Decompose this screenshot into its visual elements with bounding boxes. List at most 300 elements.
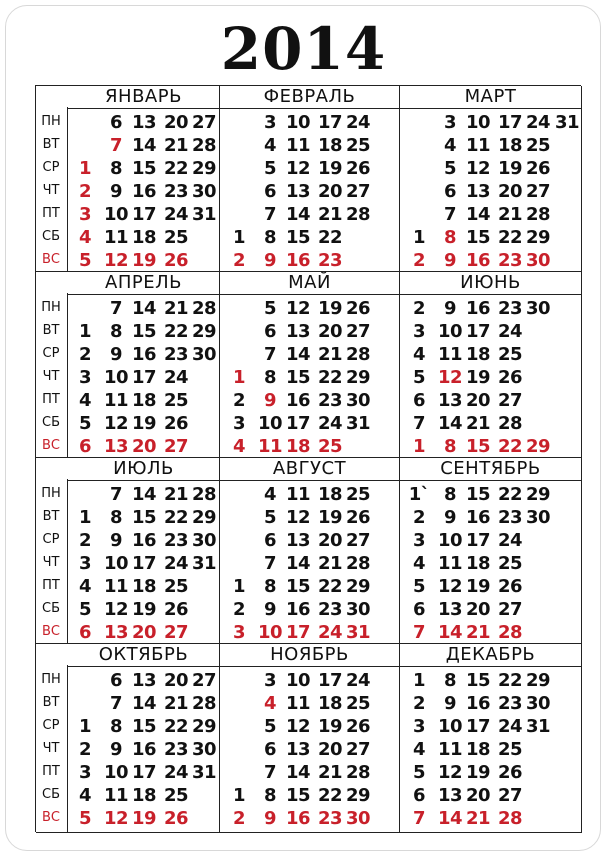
day-number: 15 xyxy=(131,158,157,179)
day-number: 27 xyxy=(163,436,189,457)
day-number: 15 xyxy=(131,321,157,342)
day-number: 21 xyxy=(163,484,189,505)
week-row xyxy=(36,529,219,553)
week-row xyxy=(220,111,399,135)
day-number: 18 xyxy=(317,135,343,156)
weekday-label: СБ xyxy=(42,601,60,616)
weekday-label: ПТ xyxy=(42,392,60,407)
day-number: 26 xyxy=(525,158,551,179)
day-number: 5 xyxy=(412,576,426,597)
day-number: 24 xyxy=(525,112,551,133)
day-number: 17 xyxy=(317,112,343,133)
weekday-label: ЧТ xyxy=(42,741,60,756)
day-number: 22 xyxy=(317,227,343,248)
day-number: 28 xyxy=(497,622,523,643)
day-number: 21 xyxy=(317,344,343,365)
week-row xyxy=(220,366,399,390)
day-number: 29 xyxy=(191,158,217,179)
day-number: 25 xyxy=(317,436,343,457)
day-number: 4 xyxy=(443,135,457,156)
week-row xyxy=(220,621,399,645)
week-row xyxy=(220,761,399,785)
day-number: 20 xyxy=(465,599,491,620)
day-number: 1 xyxy=(412,227,426,248)
month-11 xyxy=(220,644,400,833)
day-number: 11 xyxy=(465,135,491,156)
day-number: 16 xyxy=(131,739,157,760)
day-number: 11 xyxy=(103,390,129,411)
day-number: 18 xyxy=(465,553,491,574)
day-number: 4 xyxy=(263,135,277,156)
day-number: 15 xyxy=(131,716,157,737)
day-number: 12 xyxy=(103,599,129,620)
month-5 xyxy=(220,272,400,458)
day-number: 13 xyxy=(103,436,129,457)
week-row xyxy=(400,111,581,135)
day-number: 22 xyxy=(317,785,343,806)
day-number: 15 xyxy=(465,484,491,505)
day-number: 26 xyxy=(163,599,189,620)
week-row xyxy=(400,529,581,553)
day-number: 17 xyxy=(285,413,311,434)
day-number: 13 xyxy=(131,670,157,691)
day-number: 23 xyxy=(317,599,343,620)
month-name: АВГУСТ xyxy=(220,458,399,481)
week-row xyxy=(220,412,399,436)
day-number: 15 xyxy=(465,670,491,691)
day-number: 1 xyxy=(412,670,426,691)
day-number: 2 xyxy=(78,530,92,551)
week-row xyxy=(400,738,581,762)
day-number: 23 xyxy=(497,507,523,528)
day-number: 14 xyxy=(131,484,157,505)
week-row xyxy=(400,669,581,693)
day-number: 24 xyxy=(163,204,189,225)
day-number: 7 xyxy=(109,135,123,156)
day-number: 30 xyxy=(191,739,217,760)
day-number: 17 xyxy=(465,716,491,737)
day-number: 27 xyxy=(497,785,523,806)
day-number: 23 xyxy=(163,181,189,202)
day-number: 10 xyxy=(437,530,463,551)
week-row xyxy=(36,738,219,762)
day-number: 20 xyxy=(163,112,189,133)
day-number: 21 xyxy=(465,413,491,434)
day-number: 24 xyxy=(497,716,523,737)
week-row xyxy=(400,435,581,459)
week-row xyxy=(36,621,219,645)
day-number: 28 xyxy=(191,693,217,714)
week-row xyxy=(36,389,219,413)
day-number: 23 xyxy=(163,344,189,365)
day-number: 3 xyxy=(78,204,92,225)
day-number: 25 xyxy=(163,227,189,248)
month-6 xyxy=(400,272,582,458)
week-row xyxy=(400,692,581,716)
day-number: 6 xyxy=(263,181,277,202)
day-number: 21 xyxy=(317,762,343,783)
day-number: 14 xyxy=(285,204,311,225)
day-number: 10 xyxy=(257,622,283,643)
day-number: 23 xyxy=(163,530,189,551)
day-number: 17 xyxy=(131,553,157,574)
day-number: 9 xyxy=(443,507,457,528)
day-number: 5 xyxy=(412,762,426,783)
day-number: 10 xyxy=(103,204,129,225)
weekday-label: ЧТ xyxy=(42,183,60,198)
day-number: 19 xyxy=(317,507,343,528)
day-number: 28 xyxy=(497,413,523,434)
day-number: 4 xyxy=(263,484,277,505)
week-row xyxy=(220,575,399,599)
year-title: 2014 xyxy=(220,15,387,83)
week-row xyxy=(220,552,399,576)
day-number: 26 xyxy=(497,576,523,597)
day-number: 16 xyxy=(131,181,157,202)
month-3 xyxy=(400,86,582,272)
week-row xyxy=(36,343,219,367)
day-number: 16 xyxy=(285,808,311,829)
day-number: 12 xyxy=(285,158,311,179)
day-number: 18 xyxy=(497,135,523,156)
day-number: 26 xyxy=(163,250,189,271)
month-name: ИЮНЬ xyxy=(400,272,581,295)
day-number: 16 xyxy=(465,298,491,319)
day-number: 2 xyxy=(232,390,246,411)
day-number: 27 xyxy=(163,622,189,643)
week-row xyxy=(220,203,399,227)
day-number: 5 xyxy=(263,716,277,737)
day-number: 18 xyxy=(131,785,157,806)
day-number: 10 xyxy=(285,670,311,691)
day-number: 29 xyxy=(525,670,551,691)
day-number: 25 xyxy=(497,553,523,574)
day-number: 12 xyxy=(103,413,129,434)
day-number: 3 xyxy=(443,112,457,133)
day-number: 13 xyxy=(437,785,463,806)
week-row xyxy=(400,389,581,413)
day-number: 23 xyxy=(317,808,343,829)
day-number: 7 xyxy=(443,204,457,225)
day-number: 24 xyxy=(163,762,189,783)
week-row xyxy=(36,552,219,576)
day-number: 1 xyxy=(232,367,246,388)
day-number: 22 xyxy=(497,436,523,457)
day-number: 6 xyxy=(412,785,426,806)
day-number: 22 xyxy=(163,507,189,528)
week-row xyxy=(36,483,219,507)
weekday-label: ВС xyxy=(42,252,60,267)
week-row xyxy=(220,669,399,693)
day-number: 4 xyxy=(78,390,92,411)
weekday-label: ПТ xyxy=(42,206,60,221)
week-row xyxy=(36,807,219,831)
day-number: 20 xyxy=(497,181,523,202)
week-row xyxy=(36,134,219,158)
day-number: 8 xyxy=(263,227,277,248)
day-number: 16 xyxy=(465,693,491,714)
day-number: 20 xyxy=(163,670,189,691)
day-number: 9 xyxy=(109,344,123,365)
day-number: 1 xyxy=(232,785,246,806)
day-number: 4 xyxy=(78,227,92,248)
day-number: 13 xyxy=(285,321,311,342)
week-row xyxy=(36,669,219,693)
month-name: ДЕКАБРЬ xyxy=(400,644,581,667)
week-row xyxy=(400,134,581,158)
day-number: 24 xyxy=(317,622,343,643)
day-number: 7 xyxy=(412,808,426,829)
day-number: 15 xyxy=(465,436,491,457)
months-grid xyxy=(35,85,581,832)
week-row xyxy=(400,784,581,808)
day-number: 29 xyxy=(525,484,551,505)
day-number: 16 xyxy=(465,507,491,528)
weekday-label: СБ xyxy=(42,229,60,244)
day-number: 10 xyxy=(465,112,491,133)
day-number: 11 xyxy=(437,344,463,365)
day-number: 31 xyxy=(191,204,217,225)
week-row xyxy=(400,320,581,344)
day-number: 18 xyxy=(465,739,491,760)
day-number: 30 xyxy=(525,507,551,528)
day-number: 30 xyxy=(525,250,551,271)
day-number: 13 xyxy=(285,181,311,202)
day-number: 5 xyxy=(412,367,426,388)
day-number: 13 xyxy=(285,530,311,551)
day-number: 2 xyxy=(412,507,426,528)
day-number: 8 xyxy=(263,785,277,806)
day-number: 16 xyxy=(131,344,157,365)
day-number: 19 xyxy=(131,599,157,620)
day-number: 23 xyxy=(163,739,189,760)
day-number: 5 xyxy=(78,413,92,434)
week-row xyxy=(36,226,219,250)
day-number: 17 xyxy=(465,530,491,551)
day-number: 26 xyxy=(345,716,371,737)
day-number: 9 xyxy=(263,599,277,620)
day-number: 20 xyxy=(317,321,343,342)
day-number: 3 xyxy=(412,321,426,342)
weekday-label: ПТ xyxy=(42,764,60,779)
day-number: 14 xyxy=(465,204,491,225)
day-number: 28 xyxy=(497,808,523,829)
day-number: 16 xyxy=(285,250,311,271)
day-number: 1 xyxy=(78,716,92,737)
day-number: 20 xyxy=(317,530,343,551)
day-number: 2 xyxy=(78,344,92,365)
day-number: 28 xyxy=(345,762,371,783)
day-number: 12 xyxy=(437,576,463,597)
day-number: 9 xyxy=(263,390,277,411)
day-number: 27 xyxy=(497,599,523,620)
day-number: 22 xyxy=(497,484,523,505)
day-number: 11 xyxy=(103,785,129,806)
day-number: 18 xyxy=(317,484,343,505)
day-number: 21 xyxy=(163,298,189,319)
week-row xyxy=(36,320,219,344)
day-number: 25 xyxy=(163,576,189,597)
day-number: 22 xyxy=(497,227,523,248)
day-number: 3 xyxy=(232,622,246,643)
day-number: 24 xyxy=(163,553,189,574)
day-number: 6 xyxy=(78,622,92,643)
week-row xyxy=(220,435,399,459)
day-number: 9 xyxy=(263,808,277,829)
day-number: 1 xyxy=(232,576,246,597)
day-number: 29 xyxy=(525,227,551,248)
weekday-label: ВТ xyxy=(42,509,60,524)
day-number: 11 xyxy=(257,436,283,457)
day-number: 5 xyxy=(78,250,92,271)
day-number: 19 xyxy=(317,158,343,179)
day-number: 1` xyxy=(408,484,430,505)
day-number: 12 xyxy=(465,158,491,179)
weekday-label: ПН xyxy=(41,486,61,501)
day-number: 7 xyxy=(263,204,277,225)
week-row xyxy=(220,598,399,622)
month-name: ЯНВАРЬ xyxy=(68,86,219,109)
day-number: 25 xyxy=(163,785,189,806)
day-number: 6 xyxy=(263,739,277,760)
day-number: 22 xyxy=(163,716,189,737)
day-number: 25 xyxy=(525,135,551,156)
day-number: 12 xyxy=(437,367,463,388)
month-12 xyxy=(400,644,582,833)
day-number: 29 xyxy=(191,716,217,737)
day-number: 26 xyxy=(345,158,371,179)
weekday-label: ПН xyxy=(41,672,61,687)
day-number: 20 xyxy=(465,785,491,806)
day-number: 13 xyxy=(437,390,463,411)
day-number: 7 xyxy=(412,622,426,643)
day-number: 18 xyxy=(317,693,343,714)
day-number: 7 xyxy=(109,298,123,319)
day-number: 26 xyxy=(497,762,523,783)
day-number: 13 xyxy=(465,181,491,202)
week-row xyxy=(400,483,581,507)
month-name: АПРЕЛЬ xyxy=(68,272,219,295)
day-number: 8 xyxy=(443,670,457,691)
day-number: 1 xyxy=(232,227,246,248)
day-number: 2 xyxy=(412,298,426,319)
week-row xyxy=(220,226,399,250)
month-8 xyxy=(220,458,400,644)
week-row xyxy=(400,226,581,250)
day-number: 28 xyxy=(191,298,217,319)
week-row xyxy=(220,320,399,344)
day-number: 19 xyxy=(465,762,491,783)
month-name: МАЙ xyxy=(220,272,399,295)
day-number: 5 xyxy=(78,599,92,620)
weekday-label: СР xyxy=(42,532,60,547)
day-number: 21 xyxy=(497,204,523,225)
day-number: 14 xyxy=(131,135,157,156)
day-number: 31 xyxy=(525,716,551,737)
day-number: 27 xyxy=(525,181,551,202)
day-number: 27 xyxy=(345,739,371,760)
weekday-label: СБ xyxy=(42,415,60,430)
weekday-label: ЧТ xyxy=(42,555,60,570)
day-number: 10 xyxy=(437,321,463,342)
day-number: 20 xyxy=(317,181,343,202)
week-row xyxy=(36,366,219,390)
week-row xyxy=(400,343,581,367)
day-number: 10 xyxy=(285,112,311,133)
day-number: 14 xyxy=(437,622,463,643)
day-number: 25 xyxy=(163,390,189,411)
day-number: 29 xyxy=(345,785,371,806)
day-number: 26 xyxy=(497,367,523,388)
day-number: 29 xyxy=(525,436,551,457)
day-number: 18 xyxy=(131,227,157,248)
day-number: 27 xyxy=(345,321,371,342)
day-number: 11 xyxy=(437,739,463,760)
day-number: 17 xyxy=(465,321,491,342)
day-number: 9 xyxy=(443,693,457,714)
day-number: 20 xyxy=(317,739,343,760)
day-number: 1 xyxy=(412,436,426,457)
day-number: 25 xyxy=(345,135,371,156)
week-row xyxy=(400,807,581,831)
day-number: 12 xyxy=(103,250,129,271)
day-number: 23 xyxy=(497,693,523,714)
day-number: 15 xyxy=(285,785,311,806)
day-number: 19 xyxy=(465,576,491,597)
week-row xyxy=(220,807,399,831)
day-number: 8 xyxy=(109,716,123,737)
day-number: 6 xyxy=(109,112,123,133)
day-number: 6 xyxy=(443,181,457,202)
month-name: НОЯБРЬ xyxy=(220,644,399,667)
day-number: 25 xyxy=(345,484,371,505)
day-number: 4 xyxy=(412,344,426,365)
day-number: 2 xyxy=(78,181,92,202)
day-number: 3 xyxy=(78,367,92,388)
day-number: 28 xyxy=(345,204,371,225)
month-2 xyxy=(220,86,400,272)
month-name: ОКТЯБРЬ xyxy=(68,644,219,667)
day-number: 24 xyxy=(497,321,523,342)
day-number: 5 xyxy=(263,158,277,179)
day-number: 10 xyxy=(103,762,129,783)
week-row xyxy=(36,692,219,716)
day-number: 18 xyxy=(465,344,491,365)
day-number: 14 xyxy=(437,808,463,829)
week-row xyxy=(400,180,581,204)
day-number: 3 xyxy=(412,530,426,551)
week-row xyxy=(36,506,219,530)
day-number: 29 xyxy=(345,367,371,388)
day-number: 18 xyxy=(131,390,157,411)
month-9 xyxy=(400,458,582,644)
day-number: 21 xyxy=(317,204,343,225)
month-name: ФЕВРАЛЬ xyxy=(220,86,399,109)
day-number: 10 xyxy=(103,367,129,388)
day-number: 23 xyxy=(497,298,523,319)
weekday-label: ВТ xyxy=(42,695,60,710)
week-row xyxy=(36,412,219,436)
week-row xyxy=(220,506,399,530)
month-4 xyxy=(36,272,220,458)
day-number: 14 xyxy=(131,693,157,714)
day-number: 22 xyxy=(317,367,343,388)
week-row xyxy=(400,412,581,436)
day-number: 7 xyxy=(109,693,123,714)
day-number: 4 xyxy=(78,576,92,597)
month-name: СЕНТЯБРЬ xyxy=(400,458,581,481)
day-number: 8 xyxy=(263,576,277,597)
